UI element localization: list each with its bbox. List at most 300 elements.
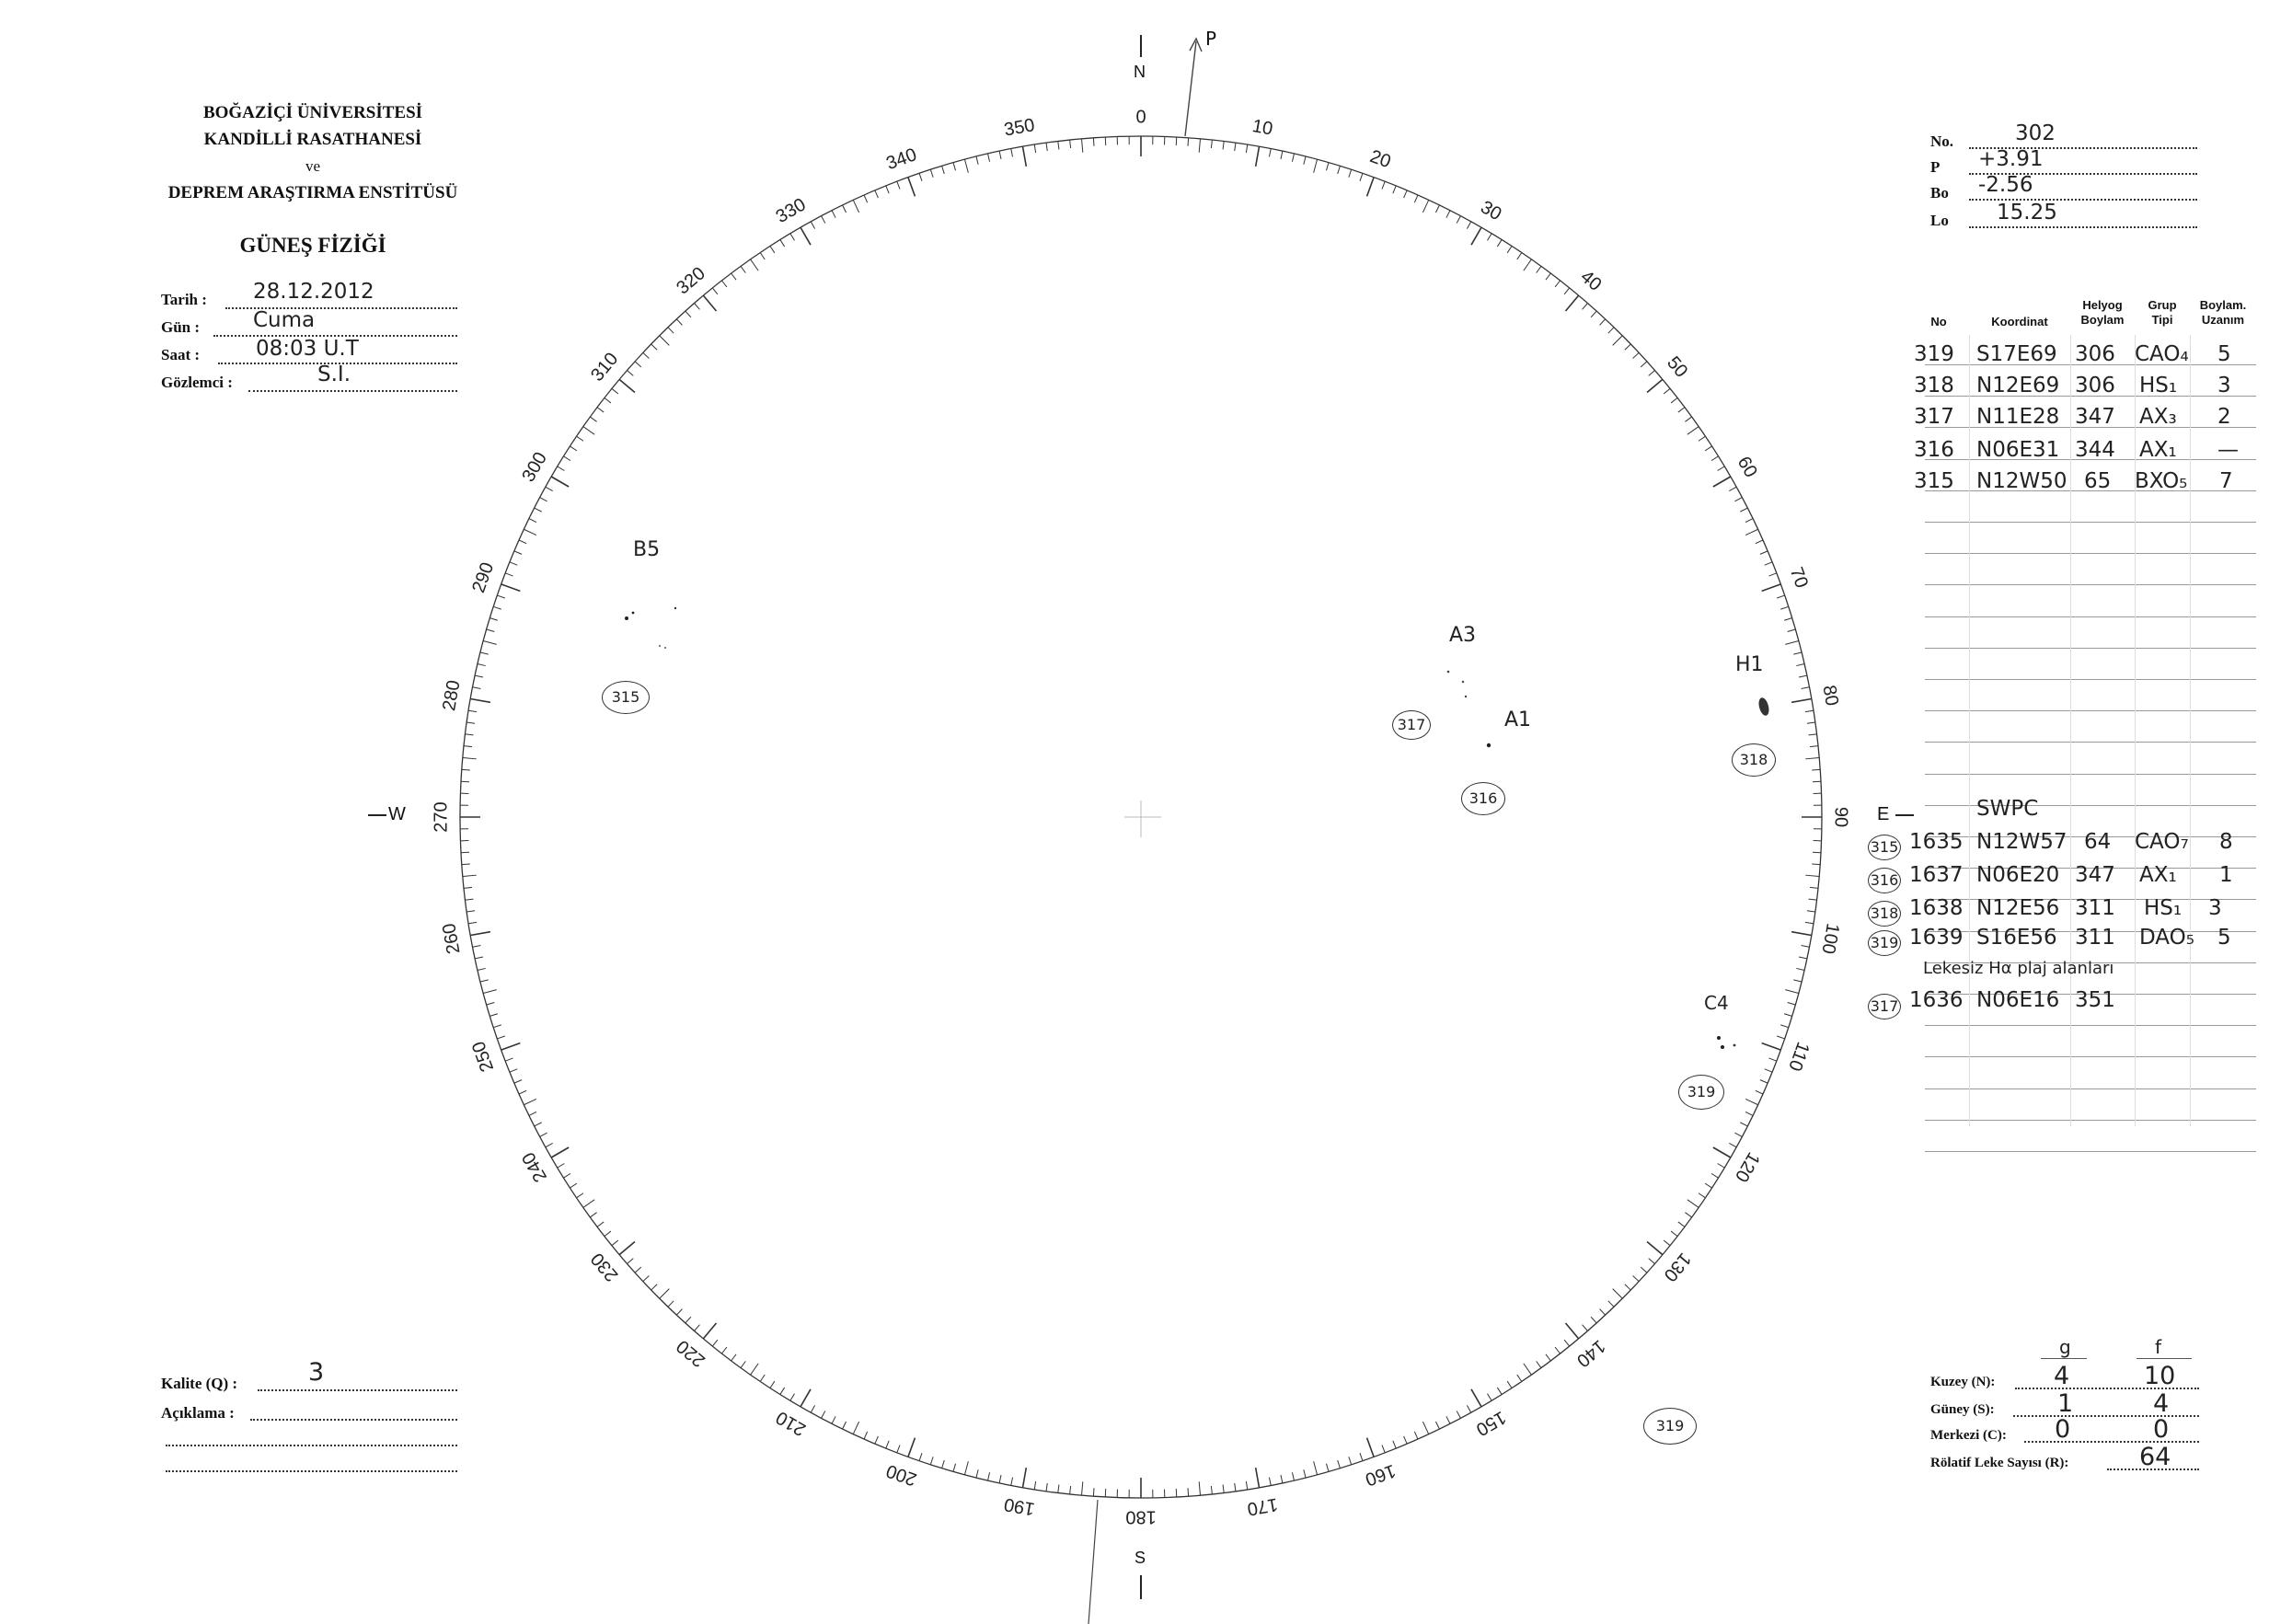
swpc-boylam: 347 <box>2075 863 2115 887</box>
degree-tick <box>628 1259 634 1264</box>
north-label: N <box>1134 63 1146 81</box>
degree-tick <box>466 911 475 912</box>
degree-tick <box>1058 1485 1059 1493</box>
swpc-note: Lekesiz Hα plaj alanları <box>1923 959 2114 978</box>
degree-tick <box>1745 1099 1758 1104</box>
degree-tick <box>478 968 486 970</box>
degree-tick <box>832 1416 835 1423</box>
degree-tick <box>790 1394 795 1401</box>
group-circle-316: 316 <box>1461 782 1505 815</box>
degree-tick <box>501 584 521 592</box>
degree-tick <box>1546 273 1550 280</box>
swpc-koordinat: N12W57 <box>1976 830 2067 854</box>
degree-tick <box>505 1058 513 1061</box>
degree-tick <box>668 328 674 333</box>
row-boylam: 306 <box>2075 342 2115 366</box>
row-uzanim: — <box>2217 438 2239 462</box>
degree-tick <box>1756 540 1763 544</box>
header-helyog-boylam: Helyog Boylam <box>2080 298 2125 327</box>
degree-tick <box>1292 154 1294 162</box>
degree-tick <box>583 427 594 435</box>
degree-tick <box>1685 417 1691 421</box>
swpc-uzanim: 1 <box>2219 863 2233 887</box>
degree-tick <box>1446 1416 1450 1423</box>
swpc-group-circle: 316 <box>1868 868 1901 893</box>
degree-tick <box>583 1200 594 1208</box>
kalite-line <box>258 1389 457 1391</box>
degree-tick <box>473 687 481 689</box>
aciklama-label: Açıklama : <box>161 1404 235 1422</box>
degree-tick <box>1625 344 1630 350</box>
degree-tick <box>493 1025 501 1028</box>
degree-tick <box>473 945 481 947</box>
degree-tick <box>1647 1242 1663 1255</box>
degree-tick <box>1093 138 1094 146</box>
degree-tick <box>489 1014 498 1017</box>
degree-tick <box>535 1123 542 1126</box>
gozlemci-label: Gözlemci : <box>161 374 233 391</box>
degree-tick <box>1799 957 1807 959</box>
swpc-noaa: 1638 <box>1909 896 1964 920</box>
degree-tick <box>1393 1441 1396 1448</box>
degree-tick <box>1812 769 1820 770</box>
degree-tick <box>676 319 682 326</box>
degree-tick <box>1223 142 1224 150</box>
spot-label-c4: C4 <box>1704 992 1729 1014</box>
degree-tick <box>577 436 583 441</box>
degree-tick <box>1082 139 1083 153</box>
degree-tick <box>1314 1461 1318 1474</box>
row-no: 315 <box>1914 469 1954 493</box>
degree-tick <box>1304 156 1306 165</box>
swpc-grup: CAO₇ <box>2135 830 2189 854</box>
degree-tick <box>676 1309 682 1316</box>
degree-tick <box>1745 529 1758 535</box>
degree-tick <box>1810 887 1818 888</box>
degree-tick <box>1649 1259 1655 1264</box>
degree-tick <box>1281 1475 1283 1483</box>
institution-line-4: DEPREM ARAŞTIRMA ENSTİTÜSÜ <box>167 183 458 202</box>
degree-tick <box>1269 149 1271 157</box>
degree-tick <box>635 1267 641 1273</box>
degree-tick <box>1256 1468 1260 1488</box>
swpc-group-circle: 315 <box>1868 835 1901 860</box>
degree-tick <box>1382 1445 1385 1452</box>
degree-tick <box>1046 143 1047 151</box>
degree-tick <box>822 216 825 224</box>
swpc-grup: AX₁ <box>2139 863 2177 887</box>
degree-tick <box>1326 163 1328 171</box>
merkez-f[interactable]: 0 <box>2153 1415 2170 1444</box>
degree-tick <box>1791 699 1812 703</box>
degree-tick <box>1360 173 1363 181</box>
degree-tick <box>988 154 990 162</box>
degree-tick <box>1734 498 1742 501</box>
degree-tick <box>483 640 496 644</box>
degree-tick <box>1326 1464 1328 1472</box>
degree-tick <box>1256 146 1260 167</box>
degree-tick <box>976 156 978 165</box>
institution-line-2: KANDİLLİ RASATHANESİ <box>203 130 422 149</box>
degree-tick <box>1292 1472 1294 1480</box>
degree-tick <box>1784 618 1792 621</box>
degree-tick <box>1699 436 1705 441</box>
degree-tick <box>1564 288 1570 294</box>
degree-label: 350 <box>1002 115 1037 141</box>
degree-tick <box>1382 181 1385 189</box>
guney-f[interactable]: 4 <box>2153 1389 2170 1418</box>
degree-tick <box>597 408 604 412</box>
degree-tick <box>751 259 759 271</box>
degree-tick <box>1802 687 1810 689</box>
degree-tick <box>1729 1143 1736 1146</box>
degree-tick <box>660 1289 670 1299</box>
degree-tick <box>1349 169 1352 178</box>
lo-value[interactable]: 15.25 <box>1997 201 2057 225</box>
degree-tick <box>908 1438 916 1457</box>
degree-tick <box>464 746 472 747</box>
degree-tick <box>1188 138 1189 146</box>
degree-tick <box>1687 427 1699 435</box>
degree-tick <box>1435 205 1439 213</box>
degree-tick <box>563 456 570 461</box>
degree-tick <box>1768 1058 1776 1061</box>
degree-label: 110 <box>1784 1039 1814 1074</box>
kuzey-g[interactable]: 4 <box>2054 1362 2070 1390</box>
degree-tick <box>1517 253 1522 259</box>
degree-tick <box>1796 664 1804 666</box>
group-circle-319: 319 <box>1678 1075 1724 1110</box>
degree-label: 30 <box>1477 197 1505 225</box>
degree-tick <box>570 446 577 451</box>
degree-tick <box>1467 1405 1470 1412</box>
degree-tick <box>942 166 945 174</box>
counts-g-header: g <box>2059 1336 2071 1358</box>
degree-tick <box>1457 1411 1460 1418</box>
group-circle-317: 317 <box>1392 710 1431 740</box>
degree-tick <box>999 151 1001 159</box>
degree-tick <box>1613 1289 1623 1299</box>
degree-tick <box>1805 875 1819 876</box>
row-no: 316 <box>1914 438 1954 462</box>
degree-tick <box>703 295 716 311</box>
degree-label: 40 <box>1576 266 1606 295</box>
degree-tick <box>1664 1240 1670 1246</box>
row-grup: AX₁ <box>2139 438 2177 462</box>
degree-tick <box>590 1213 596 1217</box>
swpc-title: SWPC <box>1976 797 2039 821</box>
guney-g[interactable]: 1 <box>2057 1389 2074 1418</box>
degree-tick <box>703 1323 716 1339</box>
p-axis-line <box>1185 41 1196 136</box>
degree-label: 320 <box>673 263 709 299</box>
degree-tick <box>897 1445 900 1452</box>
header-boylam-uzanim: Boylam. Uzanım <box>2199 298 2247 327</box>
degree-tick <box>1785 640 1798 644</box>
g-header-line <box>2041 1358 2087 1359</box>
bo-label: Bo <box>1930 184 1949 202</box>
degree-tick <box>1791 932 1812 936</box>
degree-tick <box>1633 352 1640 358</box>
degree-tick <box>1780 1025 1789 1028</box>
row-uzanim: 5 <box>2217 342 2231 366</box>
degree-tick <box>1765 562 1772 565</box>
group-circle-318: 318 <box>1732 743 1776 777</box>
degree-tick <box>466 722 475 723</box>
degree-tick <box>1633 1276 1640 1282</box>
degree-tick <box>1713 477 1731 487</box>
f-header-line <box>2137 1358 2192 1359</box>
degree-tick <box>685 311 691 317</box>
kuzey-label: Kuzey (N): <box>1930 1375 1996 1389</box>
degree-tick <box>1537 1361 1541 1367</box>
swpc-koordinat: N12E56 <box>1976 896 2060 920</box>
row-boylam: 347 <box>2075 405 2115 429</box>
degree-tick <box>853 200 858 213</box>
degree-tick <box>875 190 879 198</box>
degree-label: 220 <box>673 1335 709 1371</box>
east-label: E <box>1877 804 1890 824</box>
swpc-uzanim: 5 <box>2217 926 2231 950</box>
swpc-grup: HS₁ <box>2144 896 2183 920</box>
degree-tick <box>1678 408 1685 412</box>
south-label: S <box>1134 1549 1146 1567</box>
degree-tick <box>597 1222 604 1227</box>
degree-tick <box>1507 246 1512 253</box>
degree-tick <box>514 1080 522 1084</box>
gozlemci-value[interactable]: S.I. <box>317 363 351 386</box>
degree-label: 10 <box>1250 116 1274 140</box>
row-no: 317 <box>1914 405 1954 429</box>
degree-label: 100 <box>1817 921 1843 956</box>
degree-label: 20 <box>1366 146 1394 173</box>
degree-label: 200 <box>883 1459 920 1490</box>
no-value[interactable]: 302 <box>2015 121 2056 145</box>
kalite-label: Kalite (Q) : <box>161 1375 238 1392</box>
degree-tick <box>1082 1481 1083 1495</box>
degree-tick <box>524 1099 536 1104</box>
degree-label: 240 <box>518 1148 552 1186</box>
west-label: W <box>388 804 406 824</box>
degree-tick <box>1780 606 1789 609</box>
row-grup: CAO₄ <box>2135 342 2189 366</box>
degree-tick <box>1713 1147 1731 1158</box>
row-grup: BXO₅ <box>2135 469 2188 493</box>
swpc-noaa: 1639 <box>1909 926 1964 950</box>
degree-tick <box>1613 336 1623 346</box>
tarih-value[interactable]: 28.12.2012 <box>253 280 374 304</box>
degree-tick <box>1034 1481 1035 1490</box>
degree-tick <box>505 573 513 576</box>
row-koordinat: N11E28 <box>1976 405 2060 429</box>
gun-value[interactable]: Cuma <box>253 308 316 332</box>
degree-tick <box>1641 362 1647 367</box>
section-title: GÜNEŞ FİZİĞİ <box>239 234 386 257</box>
bo-value[interactable]: -2.56 <box>1978 173 2033 197</box>
degree-tick <box>1011 149 1013 157</box>
degree-tick <box>1807 911 1815 912</box>
degree-tick <box>643 1276 650 1282</box>
aciklama-line-3[interactable] <box>166 1470 457 1472</box>
degree-tick <box>1566 295 1579 311</box>
degree-tick <box>462 864 470 865</box>
relative-count-label: Rölatif Leke Sayısı (R): <box>1930 1456 2069 1470</box>
swpc-group-circle: 317 <box>1868 994 1901 1019</box>
degree-tick <box>1471 227 1481 245</box>
degree-tick <box>1718 466 1725 471</box>
degree-tick <box>1211 1486 1212 1494</box>
aciklama-line-2[interactable] <box>166 1445 457 1446</box>
degree-label: 160 <box>1362 1459 1399 1490</box>
degree-tick <box>1809 734 1817 735</box>
degree-tick <box>1711 1173 1719 1178</box>
saat-value[interactable]: 08:03 U.T <box>256 337 359 361</box>
degree-tick <box>1760 551 1768 555</box>
degree-tick <box>1211 140 1212 148</box>
swpc-boylam: 311 <box>2075 926 2115 950</box>
degree-tick <box>546 1143 553 1146</box>
group-circle-315: 315 <box>602 681 650 714</box>
degree-tick <box>780 239 785 247</box>
lo-label: Lo <box>1930 212 1949 229</box>
p-value[interactable]: +3.91 <box>1978 147 2044 171</box>
institution-line-3: ve <box>305 157 321 175</box>
degree-tick <box>605 397 611 403</box>
degree-tick <box>1235 143 1236 151</box>
degree-tick <box>1625 1284 1630 1290</box>
degree-tick <box>514 551 522 555</box>
kuzey-f[interactable]: 10 <box>2144 1362 2176 1390</box>
degree-tick <box>1809 899 1817 900</box>
degree-tick <box>529 1111 536 1115</box>
row-uzanim: 2 <box>2217 405 2231 429</box>
degree-tick <box>619 1242 635 1255</box>
degree-tick <box>475 957 483 959</box>
degree-tick <box>489 618 498 621</box>
degree-tick <box>1246 1481 1247 1490</box>
degree-tick <box>1793 652 1802 654</box>
degree-tick <box>470 699 490 703</box>
degree-tick <box>1591 1317 1596 1323</box>
degree-tick <box>964 159 968 172</box>
aciklama-line-1[interactable] <box>250 1419 457 1421</box>
relative-count-value[interactable]: 64 <box>2139 1443 2171 1471</box>
gun-label: Gün : <box>161 318 201 336</box>
degree-tick <box>741 1361 745 1367</box>
degree-tick <box>487 1002 495 1004</box>
degree-tick <box>770 1381 775 1388</box>
degree-tick <box>1740 1123 1747 1126</box>
degree-tick <box>1360 1453 1363 1461</box>
degree-tick <box>1705 446 1712 451</box>
degree-label: 170 <box>1245 1493 1280 1519</box>
merkez-g[interactable]: 0 <box>2055 1415 2071 1444</box>
degree-tick <box>651 344 657 350</box>
degree-tick <box>1011 1478 1013 1486</box>
degree-tick <box>468 922 477 923</box>
degree-tick <box>1718 1163 1725 1168</box>
institution-line-1: BOĞAZİÇİ ÜNİVERSİTESİ <box>202 103 423 122</box>
swpc-koordinat: S16E56 <box>1976 926 2057 950</box>
degree-tick <box>908 178 916 197</box>
degree-tick <box>1269 1478 1271 1486</box>
degree-tick <box>919 173 922 181</box>
degree-tick <box>470 932 490 936</box>
degree-tick <box>897 181 900 189</box>
row-grup: HS₁ <box>2139 374 2178 397</box>
degree-tick <box>930 1457 933 1465</box>
sunspot-dots <box>625 607 1770 1049</box>
degree-tick <box>519 1090 526 1094</box>
degree-tick <box>529 519 536 523</box>
degree-tick <box>1404 1436 1408 1444</box>
degree-label: 310 <box>587 349 623 386</box>
degree-tick <box>605 1231 611 1237</box>
degree-tick <box>1807 722 1815 723</box>
degree-tick <box>1705 1183 1712 1188</box>
degree-label: 130 <box>1659 1249 1695 1285</box>
degree-tick <box>510 562 517 565</box>
degree-tick <box>770 246 775 253</box>
degree-tick <box>668 1301 674 1307</box>
degree-tick <box>1487 234 1492 241</box>
degree-tick <box>864 1432 868 1439</box>
degree-tick <box>832 211 835 218</box>
degree-tick <box>1246 144 1247 153</box>
kalite-value[interactable]: 3 <box>308 1358 325 1387</box>
degree-tick <box>1805 922 1814 923</box>
degree-tick <box>919 1453 922 1461</box>
degree-tick <box>1023 1468 1027 1488</box>
degree-label: 90 <box>1830 806 1851 828</box>
degree-tick <box>1777 595 1785 598</box>
row-koordinat: N12W50 <box>1976 469 2067 493</box>
degree-tick <box>800 227 811 245</box>
degree-tick <box>811 1405 814 1412</box>
degree-tick <box>1608 1301 1614 1307</box>
degree-tick <box>1699 1193 1705 1198</box>
degree-tick <box>864 195 868 202</box>
degree-tick <box>1762 584 1781 592</box>
degree-tick <box>1785 990 1798 994</box>
degree-tick <box>751 1364 759 1375</box>
swpc-grup: DAO₅ <box>2139 926 2194 950</box>
spot-label-b5: B5 <box>633 538 661 561</box>
degree-tick <box>1524 1364 1532 1375</box>
row-no: 318 <box>1914 374 1954 397</box>
degree-tick <box>551 477 569 487</box>
degree-tick <box>466 734 474 735</box>
degree-label: 260 <box>439 921 465 956</box>
swpc-group-circle: 318 <box>1868 901 1901 927</box>
degree-tick <box>964 1461 968 1474</box>
header-grup-tipi: Grup Tipi <box>2148 298 2177 327</box>
degree-tick <box>563 1173 570 1178</box>
degree-tick <box>811 222 814 229</box>
degree-tick <box>1583 1325 1588 1331</box>
degree-label: 60 <box>1733 453 1761 481</box>
degree-tick <box>551 1147 569 1158</box>
degree-tick <box>843 205 847 213</box>
row-boylam: 306 <box>2075 374 2115 397</box>
degree-tick <box>480 980 489 982</box>
degree-tick <box>1338 166 1341 174</box>
degree-tick <box>1810 746 1818 747</box>
degree-tick <box>651 1284 657 1290</box>
swpc-noaa: 1637 <box>1909 863 1964 887</box>
degree-label: 70 <box>1785 564 1812 592</box>
degree-tick <box>463 758 477 759</box>
